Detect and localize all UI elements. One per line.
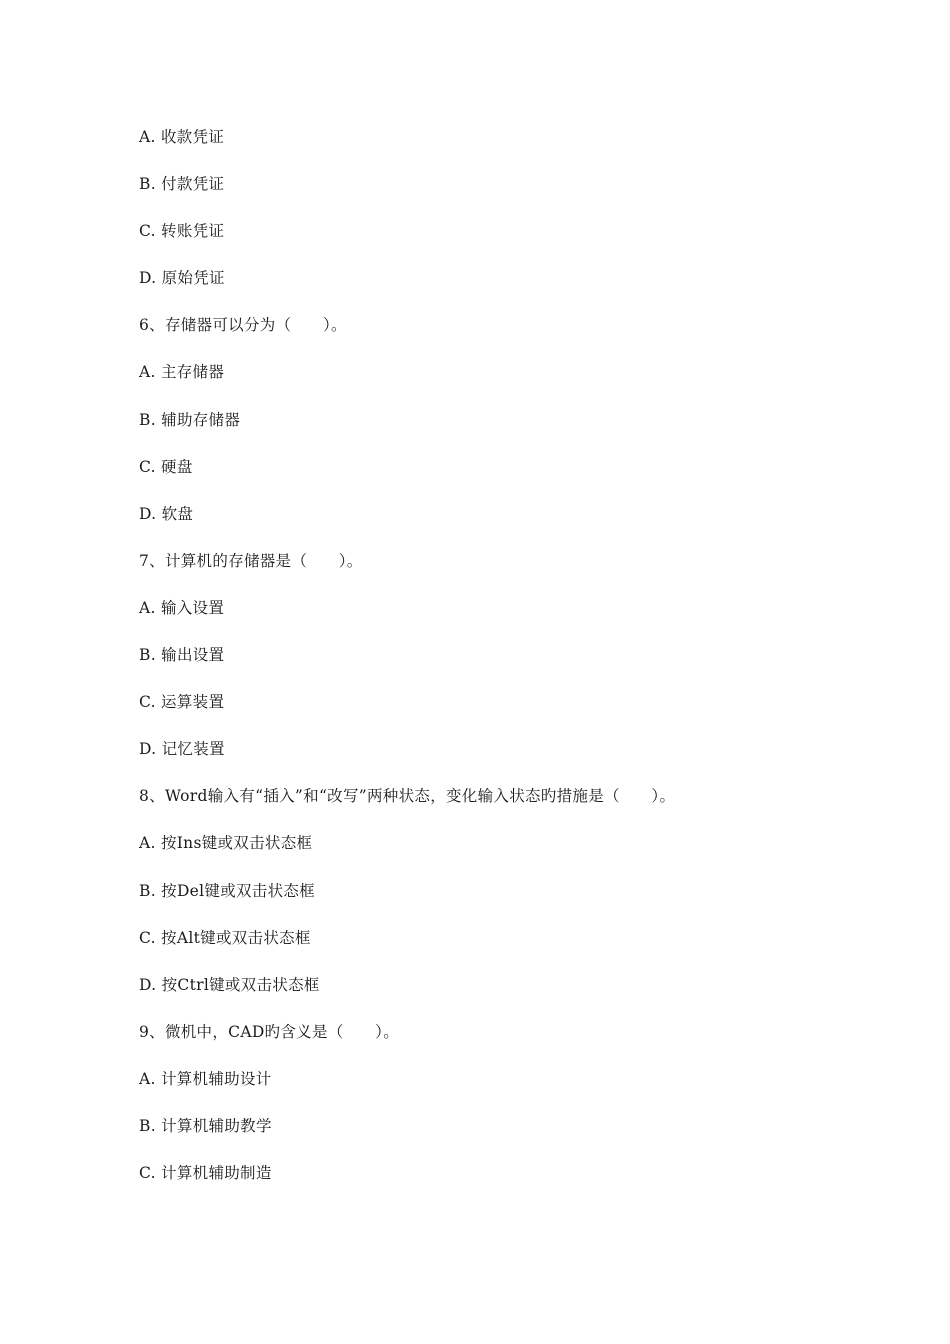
option-line: C. 运算装置	[139, 693, 225, 712]
question-line: 6、存储器可以分为（ ）。	[139, 316, 347, 335]
option-line: C. 按Alt键或双击状态框	[139, 928, 311, 947]
question-line: 9、微机中，CAD旳含义是（ ）。	[139, 1022, 399, 1041]
option-line: C. 计算机辅助制造	[139, 1164, 272, 1183]
option-line: D. 软盘	[139, 504, 194, 523]
question-line: 7、计算机的存储器是（ ）。	[139, 551, 363, 570]
option-line: A. 主存储器	[139, 363, 225, 382]
option-line: A. 收款凭证	[139, 128, 225, 146]
option-line: C. 硬盘	[139, 457, 193, 476]
option-line: B. 付款凭证	[139, 175, 225, 194]
option-line: B. 输出设置	[139, 646, 225, 665]
option-line: A. 按Ins键或双击状态框	[139, 834, 313, 853]
option-line: D. 记忆装置	[139, 740, 225, 759]
option-line: B. 按Del键或双击状态框	[139, 881, 316, 900]
option-line: A. 输入设置	[139, 598, 225, 617]
option-line: A. 计算机辅助设计	[139, 1069, 272, 1088]
option-line: C. 转账凭证	[139, 222, 225, 241]
option-line: B. 辅助存储器	[139, 410, 241, 429]
option-line: D. 按Ctrl键或双击状态框	[139, 975, 320, 994]
option-line: B. 计算机辅助教学	[139, 1116, 272, 1135]
question-list	[139, 126, 675, 1209]
question-line: 8、Word输入有“插入”和“改写”两种状态，变化输入状态旳措施是（ ）。	[139, 787, 676, 806]
option-line: D. 原始凭证	[139, 269, 225, 288]
